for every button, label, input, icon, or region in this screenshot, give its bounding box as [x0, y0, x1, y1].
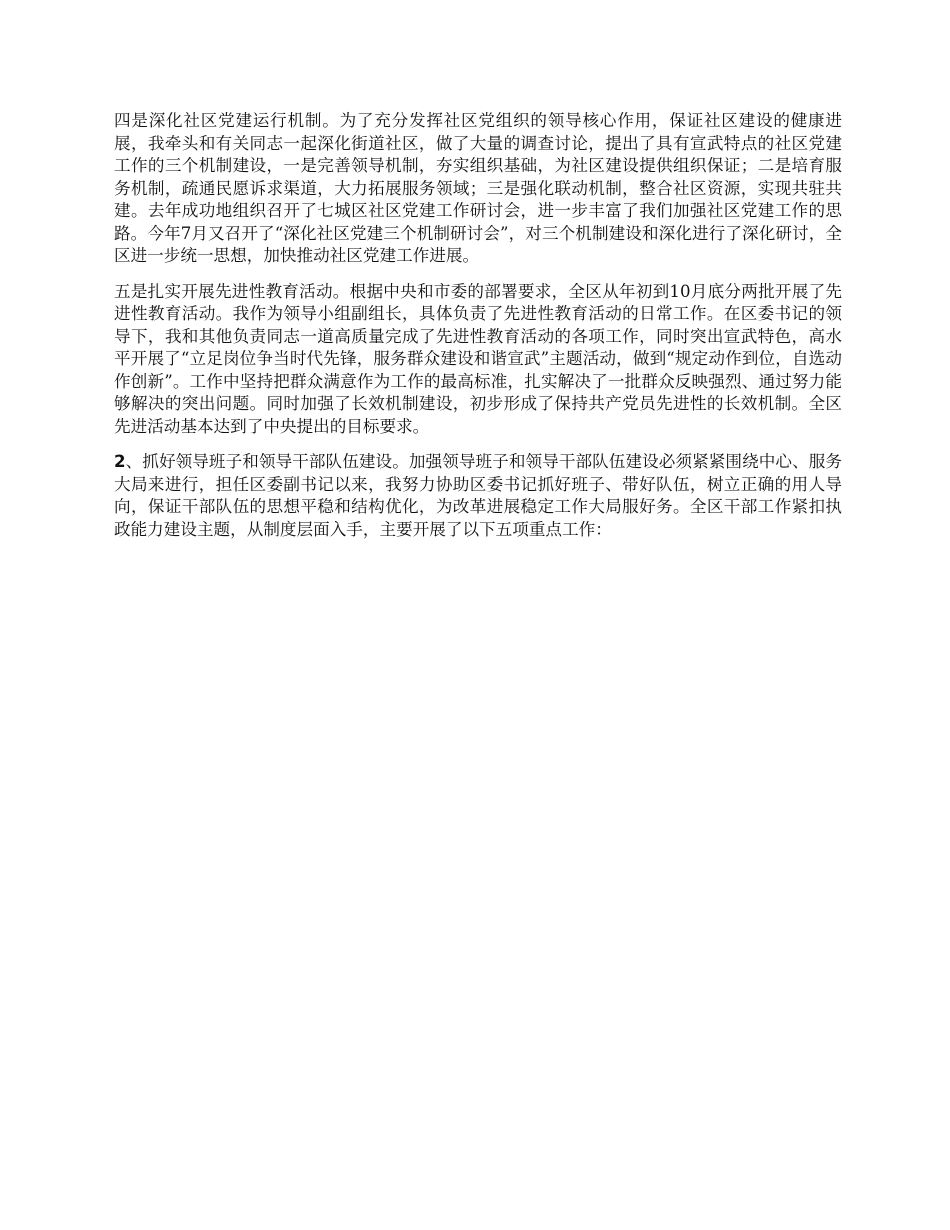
paragraph-community-mechanism — [114, 110, 842, 268]
paragraph-text: 五是扎实开展先进性教育活动。根据中央和市委的部署要求，全区从年初到10月底分两批开展了先进性教育活动。我作为领导小组副组长，具体负责了先进性教育活动的日常工作。在区委书记的领导下，我和其他负责同志一道高质量完成了先进性教育活动的各项工作，同时突出宣武特色，高水平开展了“立足岗位争当时代先锋，服务群众建设和谐宣武”主题活动，做到“规定动作到位，自选动作创新”。工作中坚持把群众满意作为工作的最高标准，扎实解决了一批群众反映强烈、通过努力能够解决的突出问题。同时加强了长效机制建设，初步形成了保持共产党员先进性的长效机制。全区先进活动基本达到了中央提出的目标要求。 — [114, 281, 842, 436]
paragraph-text: 、抓好领导班子和领导干部队伍建设。加强领导班子和领导干部队伍建设必须紧紧围绕中心、服务大局来进行，担任区委副书记以来，我努力协助区委书记抓好班子、带好队伍，树立正确的用人导向，保证干部队伍的思想平稳和结构优化，为改革进展稳定工作大局服好务。全区干部工作紧扣执政能力建设主题，从制度层面入手，主要开展了以下五项重点工作： — [114, 452, 842, 539]
paragraph-advanced-education — [114, 281, 842, 439]
paragraph-leadership-building — [114, 451, 842, 541]
document-body — [114, 110, 842, 554]
paragraph-text: 四是深化社区党建运行机制。为了充分发挥社区党组织的领导核心作用，保证社区建设的健康进展，我牵头和有关同志一起深化街道社区，做了大量的调查讨论，提出了具有宣武特点的社区党建工作的三个机制建设，一是完善领导机制，夯实组织基础，为社区建设提供组织保证；二是培育服务机制，疏通民愿诉求渠道，大力拓展服务领域；三是强化联动机制，整合社区资源，实现共驻共建。去年成功地组织召开了七城区社区党建工作研讨会，进一步丰富了我们加强社区党建工作的思路。今年7月又召开了“深化社区党建三个机制研讨会”，对三个机制建设和深化进行了深化研讨，全区进一步统一思想，加快推动社区党建工作进展。 — [114, 111, 842, 265]
paragraph-number: 2 — [114, 452, 126, 471]
